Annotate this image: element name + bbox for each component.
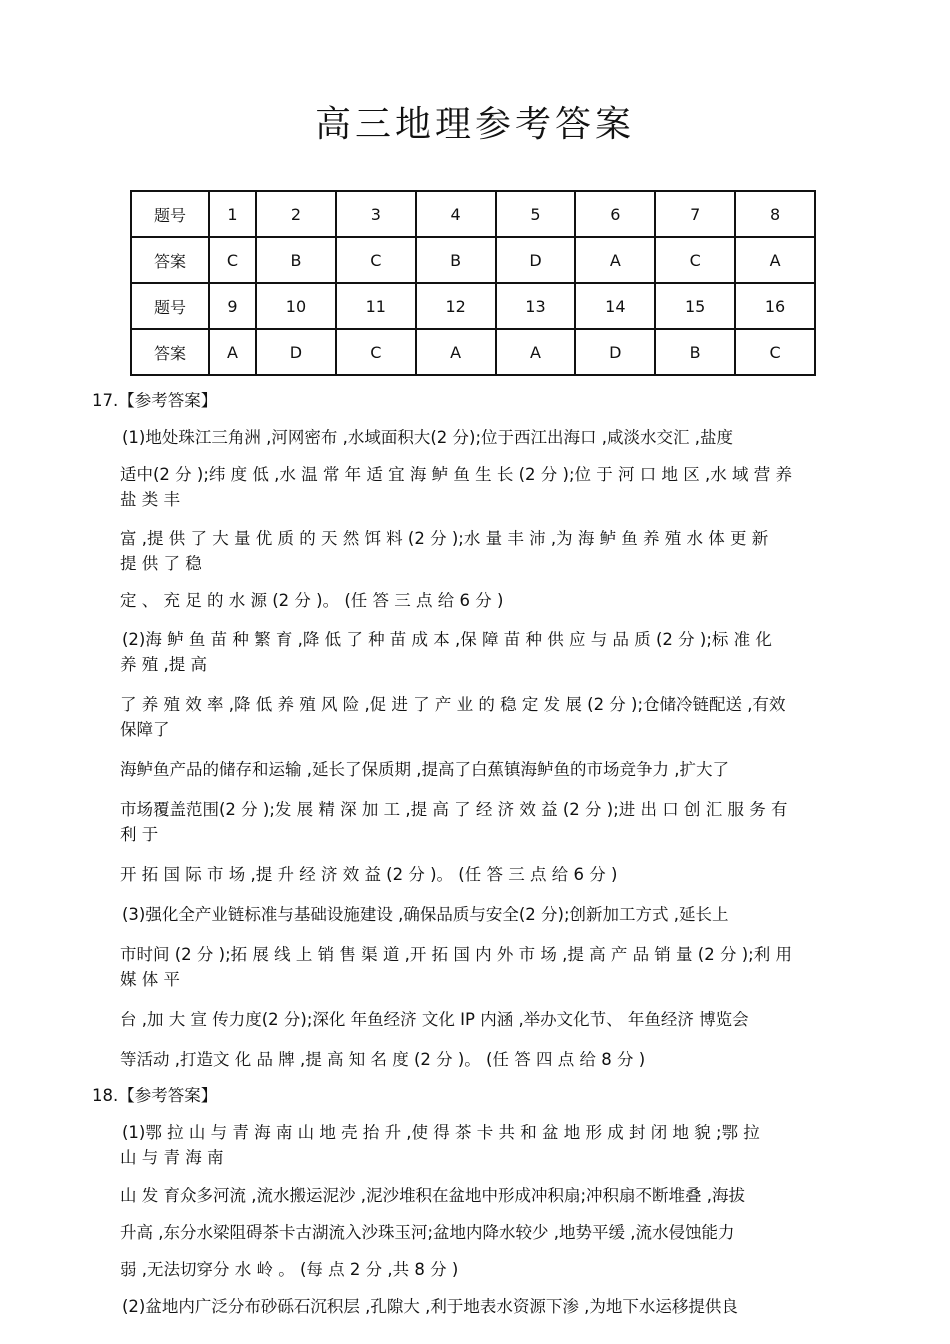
text-line: (3)强化全产业链标准与基础设施建设 ,确保品质与安全(2 分);创新加工方式 ,延长上 <box>122 905 729 924</box>
table-row <box>131 329 815 375</box>
table-cell: 8 <box>735 191 815 237</box>
text-line: 弱 ,无法切穿分 水 岭 。 (每 点 2 分 ,共 8 分 ) <box>120 1260 459 1279</box>
text-line: 市时间 (2 分 );拓 展 线 上 销 售 渠 道 ,开 拓 国 内 外 市 场 ,提 高 产 品 销 量 (2 分 );利 用 <box>120 945 792 964</box>
table-cell: 7 <box>655 191 735 237</box>
table-cell: C <box>209 237 256 283</box>
table-cell: A <box>735 237 815 283</box>
text-line: 养 殖 ,提 高 <box>120 655 207 674</box>
table-cell: 15 <box>655 283 735 329</box>
table-cell: 2 <box>256 191 336 237</box>
table-cell: C <box>735 329 815 375</box>
text-line: 富 ,提 供 了 大 量 优 质 的 天 然 饵 料 (2 分 );水 量 丰 沛 ,为 海 鲈 鱼 养 殖 水 体 更 新 <box>120 529 769 548</box>
text-line: 提 供 了 稳 <box>120 554 202 573</box>
table-cell: 13 <box>496 283 576 329</box>
text-line: (2)盆地内广泛分布砂砾石沉积层 ,孔隙大 ,利于地表水资源下渗 ,为地下水运移提供良 <box>122 1297 738 1316</box>
table-cell: C <box>655 237 735 283</box>
text-line: 海鲈鱼产品的储存和运输 ,延长了保质期 ,提高了白蕉镇海鲈鱼的市场竞争力 ,扩大了 <box>120 760 729 779</box>
table-cell: 6 <box>575 191 655 237</box>
text-line: 保障了 <box>120 720 170 739</box>
table-cell: C <box>336 329 416 375</box>
row-label: 答案 <box>131 237 209 283</box>
text-line: (2)海 鲈 鱼 苗 种 繁 育 ,降 低 了 种 苗 成 本 ,保 障 苗 种 供 应 与 品 质 (2 分 );标 准 化 <box>122 630 772 649</box>
row-label: 题号 <box>131 283 209 329</box>
table-cell: B <box>256 237 336 283</box>
table-cell: D <box>496 237 576 283</box>
section-heading-17: 17.【参考答案】 <box>92 391 218 410</box>
section-heading-18: 18.【参考答案】 <box>92 1086 218 1105</box>
table-cell: 3 <box>336 191 416 237</box>
table-cell: A <box>416 329 496 375</box>
text-line: 台 ,加 大 宣 传力度(2 分);深化 年鱼经济 文化 IP 内涵 ,举办文化节、 年鱼经济 博览会 <box>120 1010 749 1029</box>
table-cell: 1 <box>209 191 256 237</box>
table-row <box>131 237 815 283</box>
text-line: 利 于 <box>120 825 159 844</box>
table-cell: A <box>496 329 576 375</box>
text-line: 适中(2 分 );纬 度 低 ,水 温 常 年 适 宜 海 鲈 鱼 生 长 (2 分 );位 于 河 口 地 区 ,水 域 营 养 <box>120 465 792 484</box>
table-cell: D <box>575 329 655 375</box>
row-label: 答案 <box>131 329 209 375</box>
text-line: (1)地处珠江三角洲 ,河网密布 ,水域面积大(2 分);位于西江出海口 ,咸淡水交汇 ,盐度 <box>122 428 734 447</box>
table-cell: A <box>209 329 256 375</box>
table-cell: B <box>416 237 496 283</box>
text-line: 升高 ,东分水梁阻碍茶卡古湖流入沙珠玉河;盆地内降水较少 ,地势平缓 ,流水侵蚀能力 <box>120 1223 735 1242</box>
table-row <box>131 283 815 329</box>
text-line: 定 、 充 足 的 水 源 (2 分 )。 (任 答 三 点 给 6 分 ) <box>120 591 504 610</box>
text-line: 了 养 殖 效 率 ,降 低 养 殖 风 险 ,促 进 了 产 业 的 稳 定 发 展 (2 分 );仓储冷链配送 ,有效 <box>120 695 786 714</box>
table-cell: 10 <box>256 283 336 329</box>
table-row <box>131 191 815 237</box>
text-line: (1)鄂 拉 山 与 青 海 南 山 地 壳 抬 升 ,使 得 茶 卡 共 和 盆 地 形 成 封 闭 地 貌 ;鄂 拉 <box>122 1123 760 1142</box>
page-title: 高三地理参考答案 <box>314 104 635 145</box>
text-line: 盐 类 丰 <box>120 490 180 509</box>
table-cell: 5 <box>496 191 576 237</box>
table-cell: C <box>336 237 416 283</box>
answer-table <box>130 190 816 376</box>
text-line: 等活动 ,打造文 化 品 牌 ,提 高 知 名 度 (2 分 )。 (任 答 四 点 给 8 分 ) <box>120 1050 646 1069</box>
table-cell: 9 <box>209 283 256 329</box>
row-label: 题号 <box>131 191 209 237</box>
table-cell: 12 <box>416 283 496 329</box>
table-cell: 14 <box>575 283 655 329</box>
text-line: 山 发 育众多河流 ,流水搬运泥沙 ,泥沙堆积在盆地中形成冲积扇;冲积扇不断堆叠 ,海拔 <box>120 1186 746 1205</box>
table-cell: A <box>575 237 655 283</box>
text-line: 媒 体 平 <box>120 970 180 989</box>
table-cell: D <box>256 329 336 375</box>
table-cell: 11 <box>336 283 416 329</box>
text-line: 开 拓 国 际 市 场 ,提 升 经 济 效 益 (2 分 )。 (任 答 三 点 给 6 分 ) <box>120 865 618 884</box>
table-cell: 16 <box>735 283 815 329</box>
text-line: 市场覆盖范围(2 分 );发 展 精 深 加 工 ,提 高 了 经 济 效 益 (2 分 );进 出 口 创 汇 服 务 有 <box>120 800 788 819</box>
table-cell: 4 <box>416 191 496 237</box>
table-cell: B <box>655 329 735 375</box>
text-line: 山 与 青 海 南 <box>120 1148 224 1167</box>
